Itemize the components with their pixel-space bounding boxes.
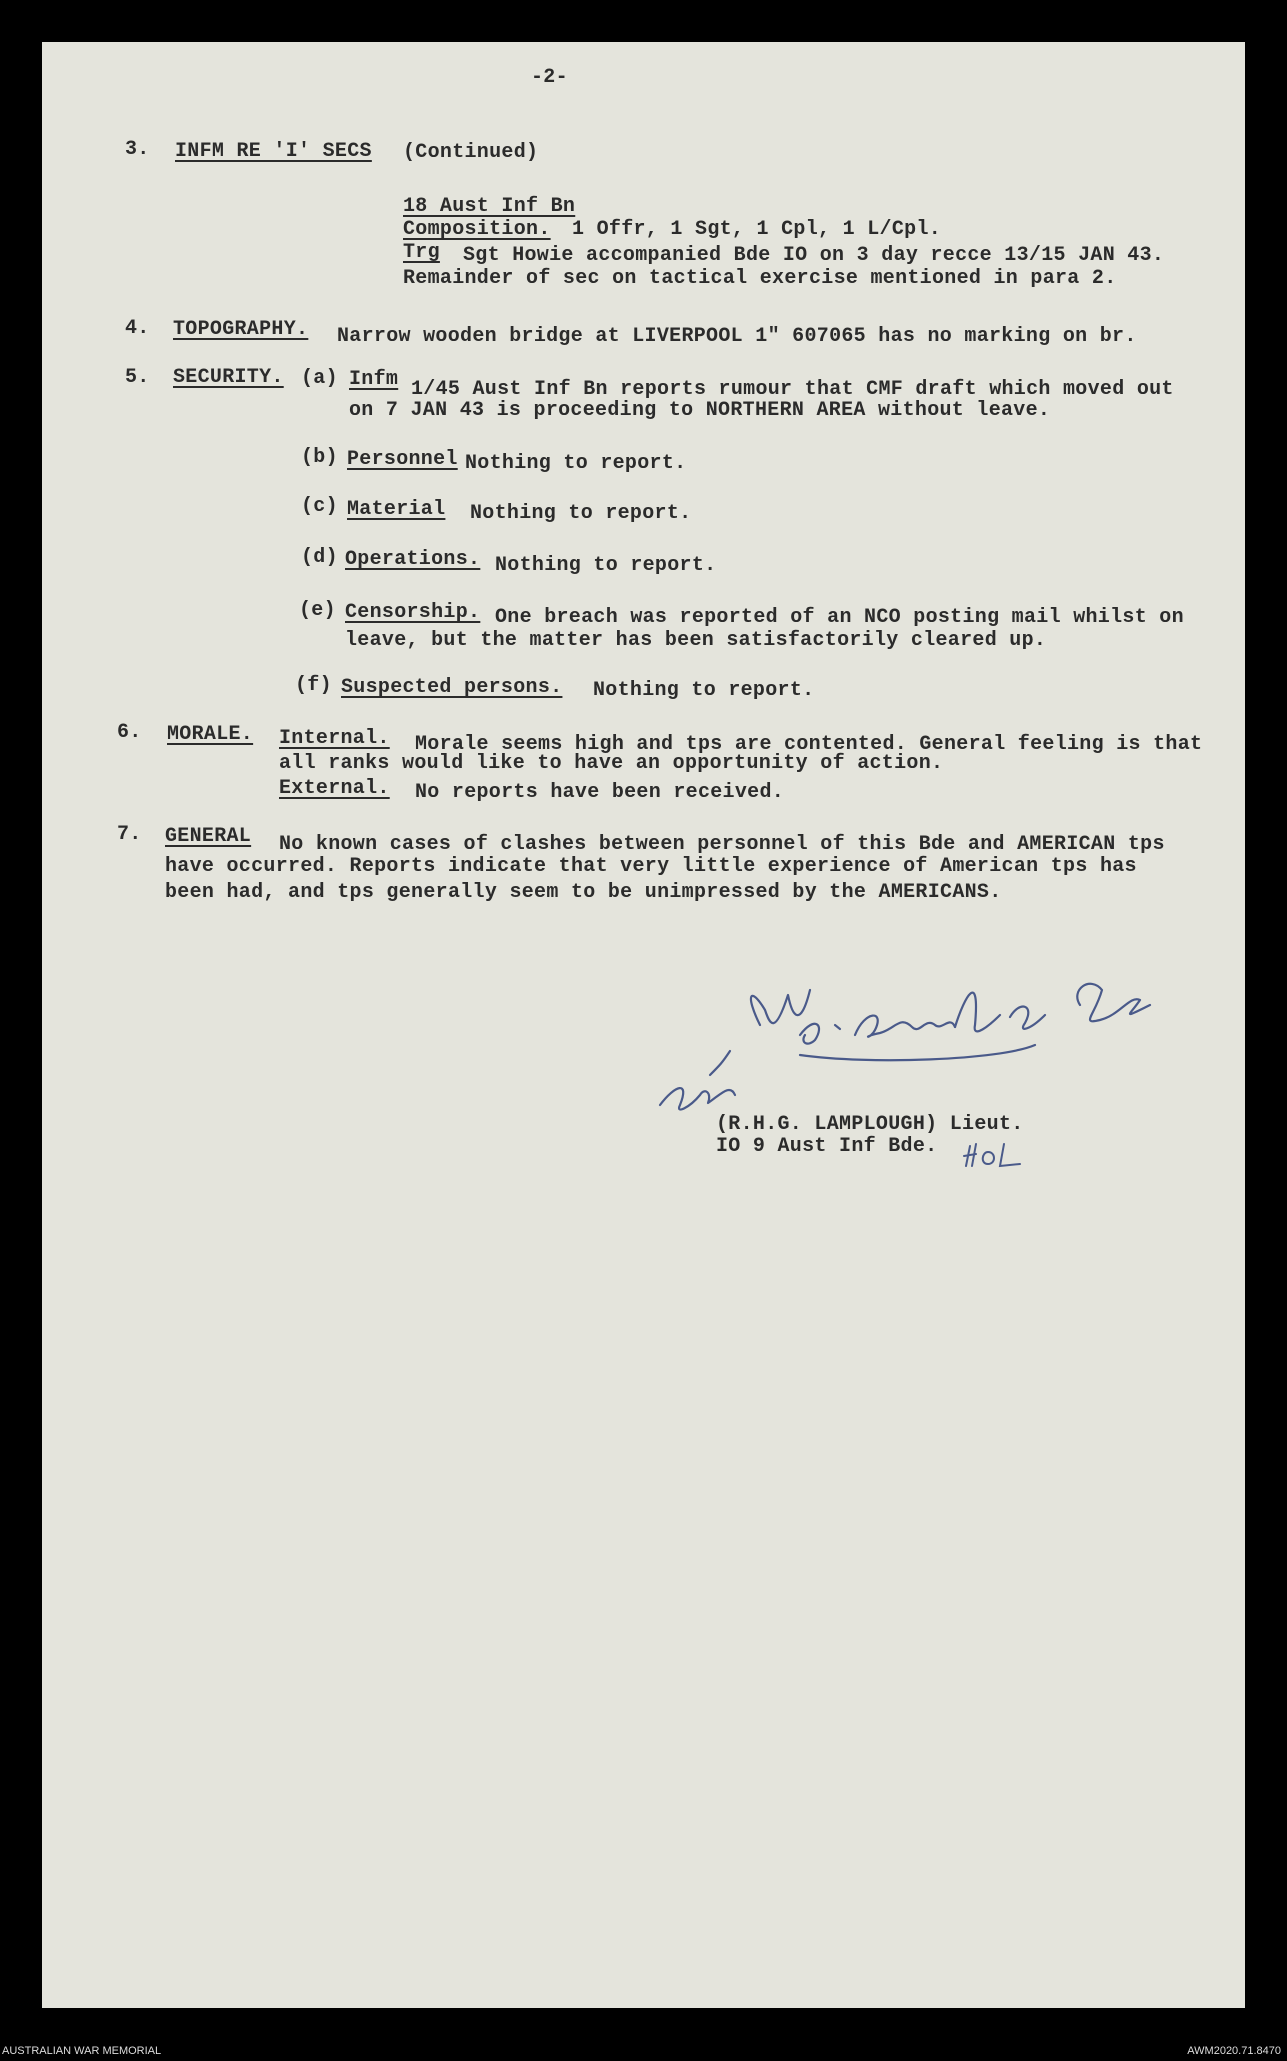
section-3-continued: (Continued) xyxy=(403,141,539,164)
internal-label: Internal. xyxy=(279,727,390,750)
page-number: -2- xyxy=(531,66,568,89)
security-d-label: (d) xyxy=(301,546,338,569)
security-f-label: (f) xyxy=(295,674,332,697)
security-a-text-2: on 7 JAN 43 is proceeding to NORTHERN AREA without leave. xyxy=(349,399,1051,422)
trg-text-2: Remainder of sec on tactical exercise mentioned in para 2. xyxy=(403,267,1117,290)
internal-text: Morale seems high and tps are contented. General feeling is that xyxy=(415,733,1203,756)
section-4-number: 4. xyxy=(125,317,150,340)
signatory-name: (R.H.G. LAMPLOUGH) Lieut. xyxy=(716,1113,1024,1136)
footer-right: AWM2020.71.8470 xyxy=(1187,2045,1281,2057)
signatory-title: IO 9 Aust Inf Bde. xyxy=(716,1135,938,1158)
security-e-title: Censorship. xyxy=(345,601,481,624)
security-f-title: Suspected persons. xyxy=(341,676,563,699)
security-c-title: Material xyxy=(347,498,446,521)
section-6-heading: MORALE. xyxy=(167,723,254,746)
section-3-heading: INFM RE 'I' SECS xyxy=(175,140,372,163)
handwritten-initials xyxy=(960,1138,1030,1172)
trg-text: Sgt Howie accompanied Bde IO on 3 day recce 13/15 JAN 43. xyxy=(463,244,1165,267)
section-3-number: 3. xyxy=(125,138,150,161)
section-7-number: 7. xyxy=(117,823,142,846)
security-a-title: Infm xyxy=(349,368,399,391)
security-e-text: One breach was reported of an NCO posting mail whilst on xyxy=(495,606,1184,629)
security-d-text: Nothing to report. xyxy=(495,554,717,577)
security-d-title: Operations. xyxy=(345,548,481,571)
security-a-label: (a) xyxy=(301,367,338,390)
security-b-label: (b) xyxy=(301,446,338,469)
security-e-label: (e) xyxy=(299,599,336,622)
section-7-heading: GENERAL xyxy=(165,825,252,848)
external-text: No reports have been received. xyxy=(415,781,785,804)
security-e-text-2: leave, but the matter has been satisfactorily cleared up. xyxy=(345,629,1047,652)
section-4-heading: TOPOGRAPHY. xyxy=(173,318,309,341)
security-a-text: 1/45 Aust Inf Bn reports rumour that CMF draft which moved out xyxy=(411,378,1174,401)
section-7-text: No known cases of clashes between personnel of this Bde and AMERICAN tps xyxy=(279,833,1165,856)
security-b-text: Nothing to report. xyxy=(465,452,687,475)
security-b-title: Personnel xyxy=(347,448,458,471)
composition-label: Composition. xyxy=(403,218,551,241)
external-label: External. xyxy=(279,777,390,800)
section-7-text-2: have occurred. Reports indicate that very little experience of American tps has xyxy=(165,855,1137,878)
security-c-text: Nothing to report. xyxy=(470,502,692,525)
footer-left: AUSTRALIAN WAR MEMORIAL xyxy=(2,2045,162,2057)
trg-label: Trg xyxy=(403,241,440,264)
section-3-unit: 18 Aust Inf Bn xyxy=(403,195,576,218)
internal-text-2: all ranks would like to have an opportunity of action. xyxy=(279,752,944,775)
security-f-text: Nothing to report. xyxy=(593,679,815,702)
section-4-text: Narrow wooden bridge at LIVERPOOL 1" 607065 has no marking on br. xyxy=(337,325,1137,348)
section-5-heading: SECURITY. xyxy=(173,366,284,389)
security-c-label: (c) xyxy=(301,495,338,518)
section-7-text-3: been had, and tps generally seem to be unimpressed by the AMERICANS. xyxy=(165,881,1002,904)
composition-text: 1 Offr, 1 Sgt, 1 Cpl, 1 L/Cpl. xyxy=(572,218,942,241)
section-5-number: 5. xyxy=(125,366,150,389)
section-6-number: 6. xyxy=(117,721,142,744)
